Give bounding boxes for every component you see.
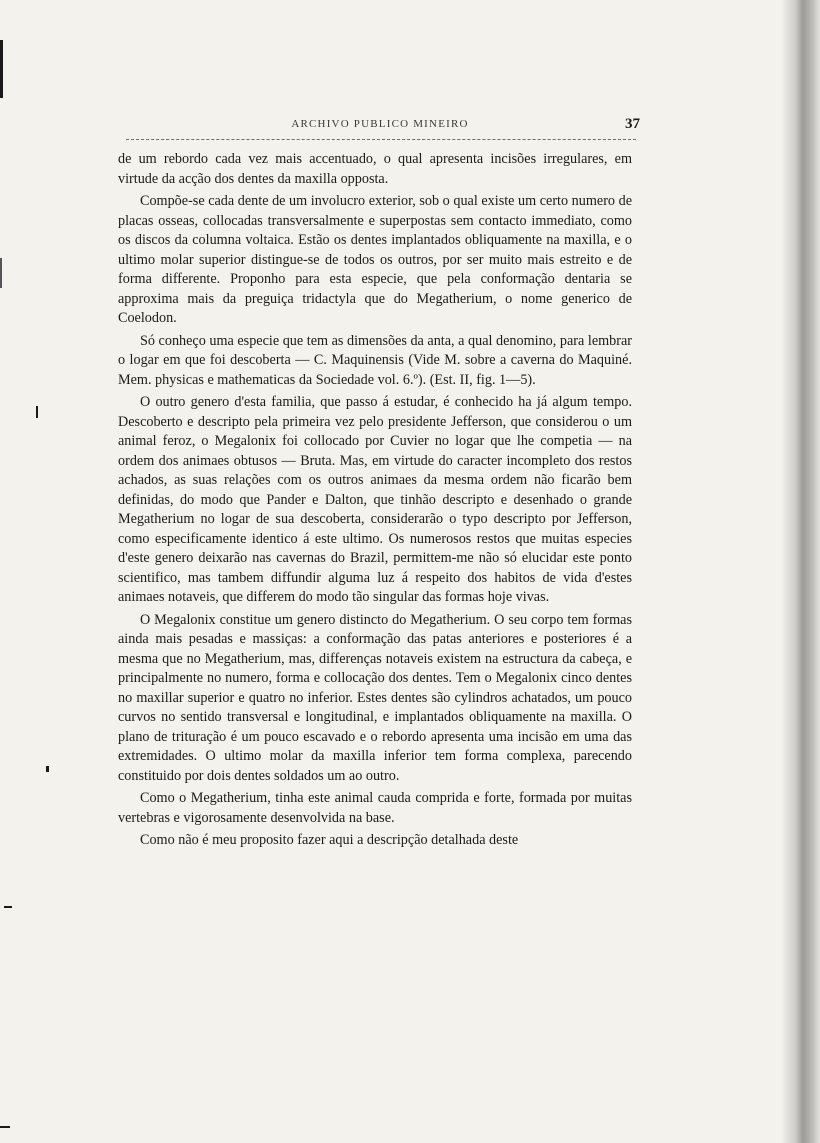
scan-mark-left-4: [4, 906, 12, 908]
page-binding-edge: [782, 0, 820, 1143]
scan-mark-bottom-left: [0, 1126, 10, 1128]
paragraph: Como não é meu proposito fazer aqui a descripção detalhada deste: [140, 832, 519, 848]
paragraph: O Megalonix constitue um genero distincto do Megatherium. O seu corpo tem formas ainda mais pesadas e massiças: a conformação das patas anteriores e posteriores é a mesma que no Megatherium, mas, differenças notaveis existem na estructura da cabeça, e principalmente no numero, forma e collocação dos dentes. Tem o Megalonix cinco dentes no maxillar superior e quatro no inferior. Estes dentes são cylindros achatados, um pouco curvos no sentido transversal e longitudinal, e implantados obliquamente na maxilla. O plano de trituração é um pouco escavado e o rebordo apresenta uma incisão em uma das extremidades. O ultimo molar da maxilla inferior tem forma complexa, parecendo constituido por dois dentes soldados um ao outro.: [118, 611, 632, 784]
scan-mark-top-left: [0, 40, 3, 98]
page-number: 37: [625, 116, 640, 132]
scan-mark-left-2: [36, 406, 38, 418]
scan-mark-left-1: [0, 258, 2, 288]
body-text: [118, 150, 632, 854]
paragraph: Compõe-se cada dente de um involucro exterior, sob o qual existe um certo numero de placas osseas, collocadas transversalmente e superpostas sem contacto immediato, como os discos da columna voltaica. Estão os dentes implantados obliquamente na maxilla, e o ultimo molar superior distingue-se de todos os outros, por ser muito mais estreito e de forma differente. Proponho para esta especie, que pela conformação dentaria se approxima mais da preguiça tridactyla que do Megatherium, o nome generico de Coelodon.: [118, 193, 632, 326]
running-head: ARCHIVO PUBLICO MINEIRO: [291, 118, 469, 130]
paragraph: de um rebordo cada vez mais accentuado, o qual apresenta incisões irregulares, em virtude da acção dos dentes da maxilla opposta.: [118, 151, 632, 187]
header-rule: [126, 139, 636, 140]
paragraph: O outro genero d'esta familia, que passo á estudar, é conhecido ha já algum tempo. Descoberto e descripto pela primeira vez pelo presidente Jefferson, que considerou o um animal feroz, o Megalonix foi collocado por Cuvier no logar que lhe competia — na ordem dos animaes obtusos — Bruta. Mas, em virtude do caracter incompleto dos restos achados, as suas relações com os outros animaes da mesma ordem não ficarão bem definidas, do modo que Pander e Dalton, que tinhão descripto e desenhado o grande Megatherium no logar de sua descoberta, considerarão o typo descripto por Jefferson, como especificamente identico á este ultimo. Os numerosos restos que muitas especies d'este genero deixarão nas cavernas do Brazil, permittem-me não só elucidar este ponto scientifico, mas tambem diffundir alguma luz á respeito dos habitos de vida d'estes animaes notaveis, que differem do modo tão singular das formas hoje vivas.: [118, 394, 632, 605]
paragraph: Como o Megatherium, tinha este animal cauda comprida e forte, formada por muitas vertebras e vigorosamente desenvolvida na base.: [118, 790, 632, 826]
scan-mark-left-3: [46, 766, 49, 772]
page-header: [120, 116, 640, 136]
paragraph: Só conheço uma especie que tem as dimensões da anta, a qual denomino, para lembrar o logar em que foi descoberta — C. Maquinensis (Vide M. sobre a caverna do Maquiné. Mem. physicas e mathematicas da Sociedade vol. 6.º). (Est. II, fig. 1—5).: [118, 332, 632, 388]
